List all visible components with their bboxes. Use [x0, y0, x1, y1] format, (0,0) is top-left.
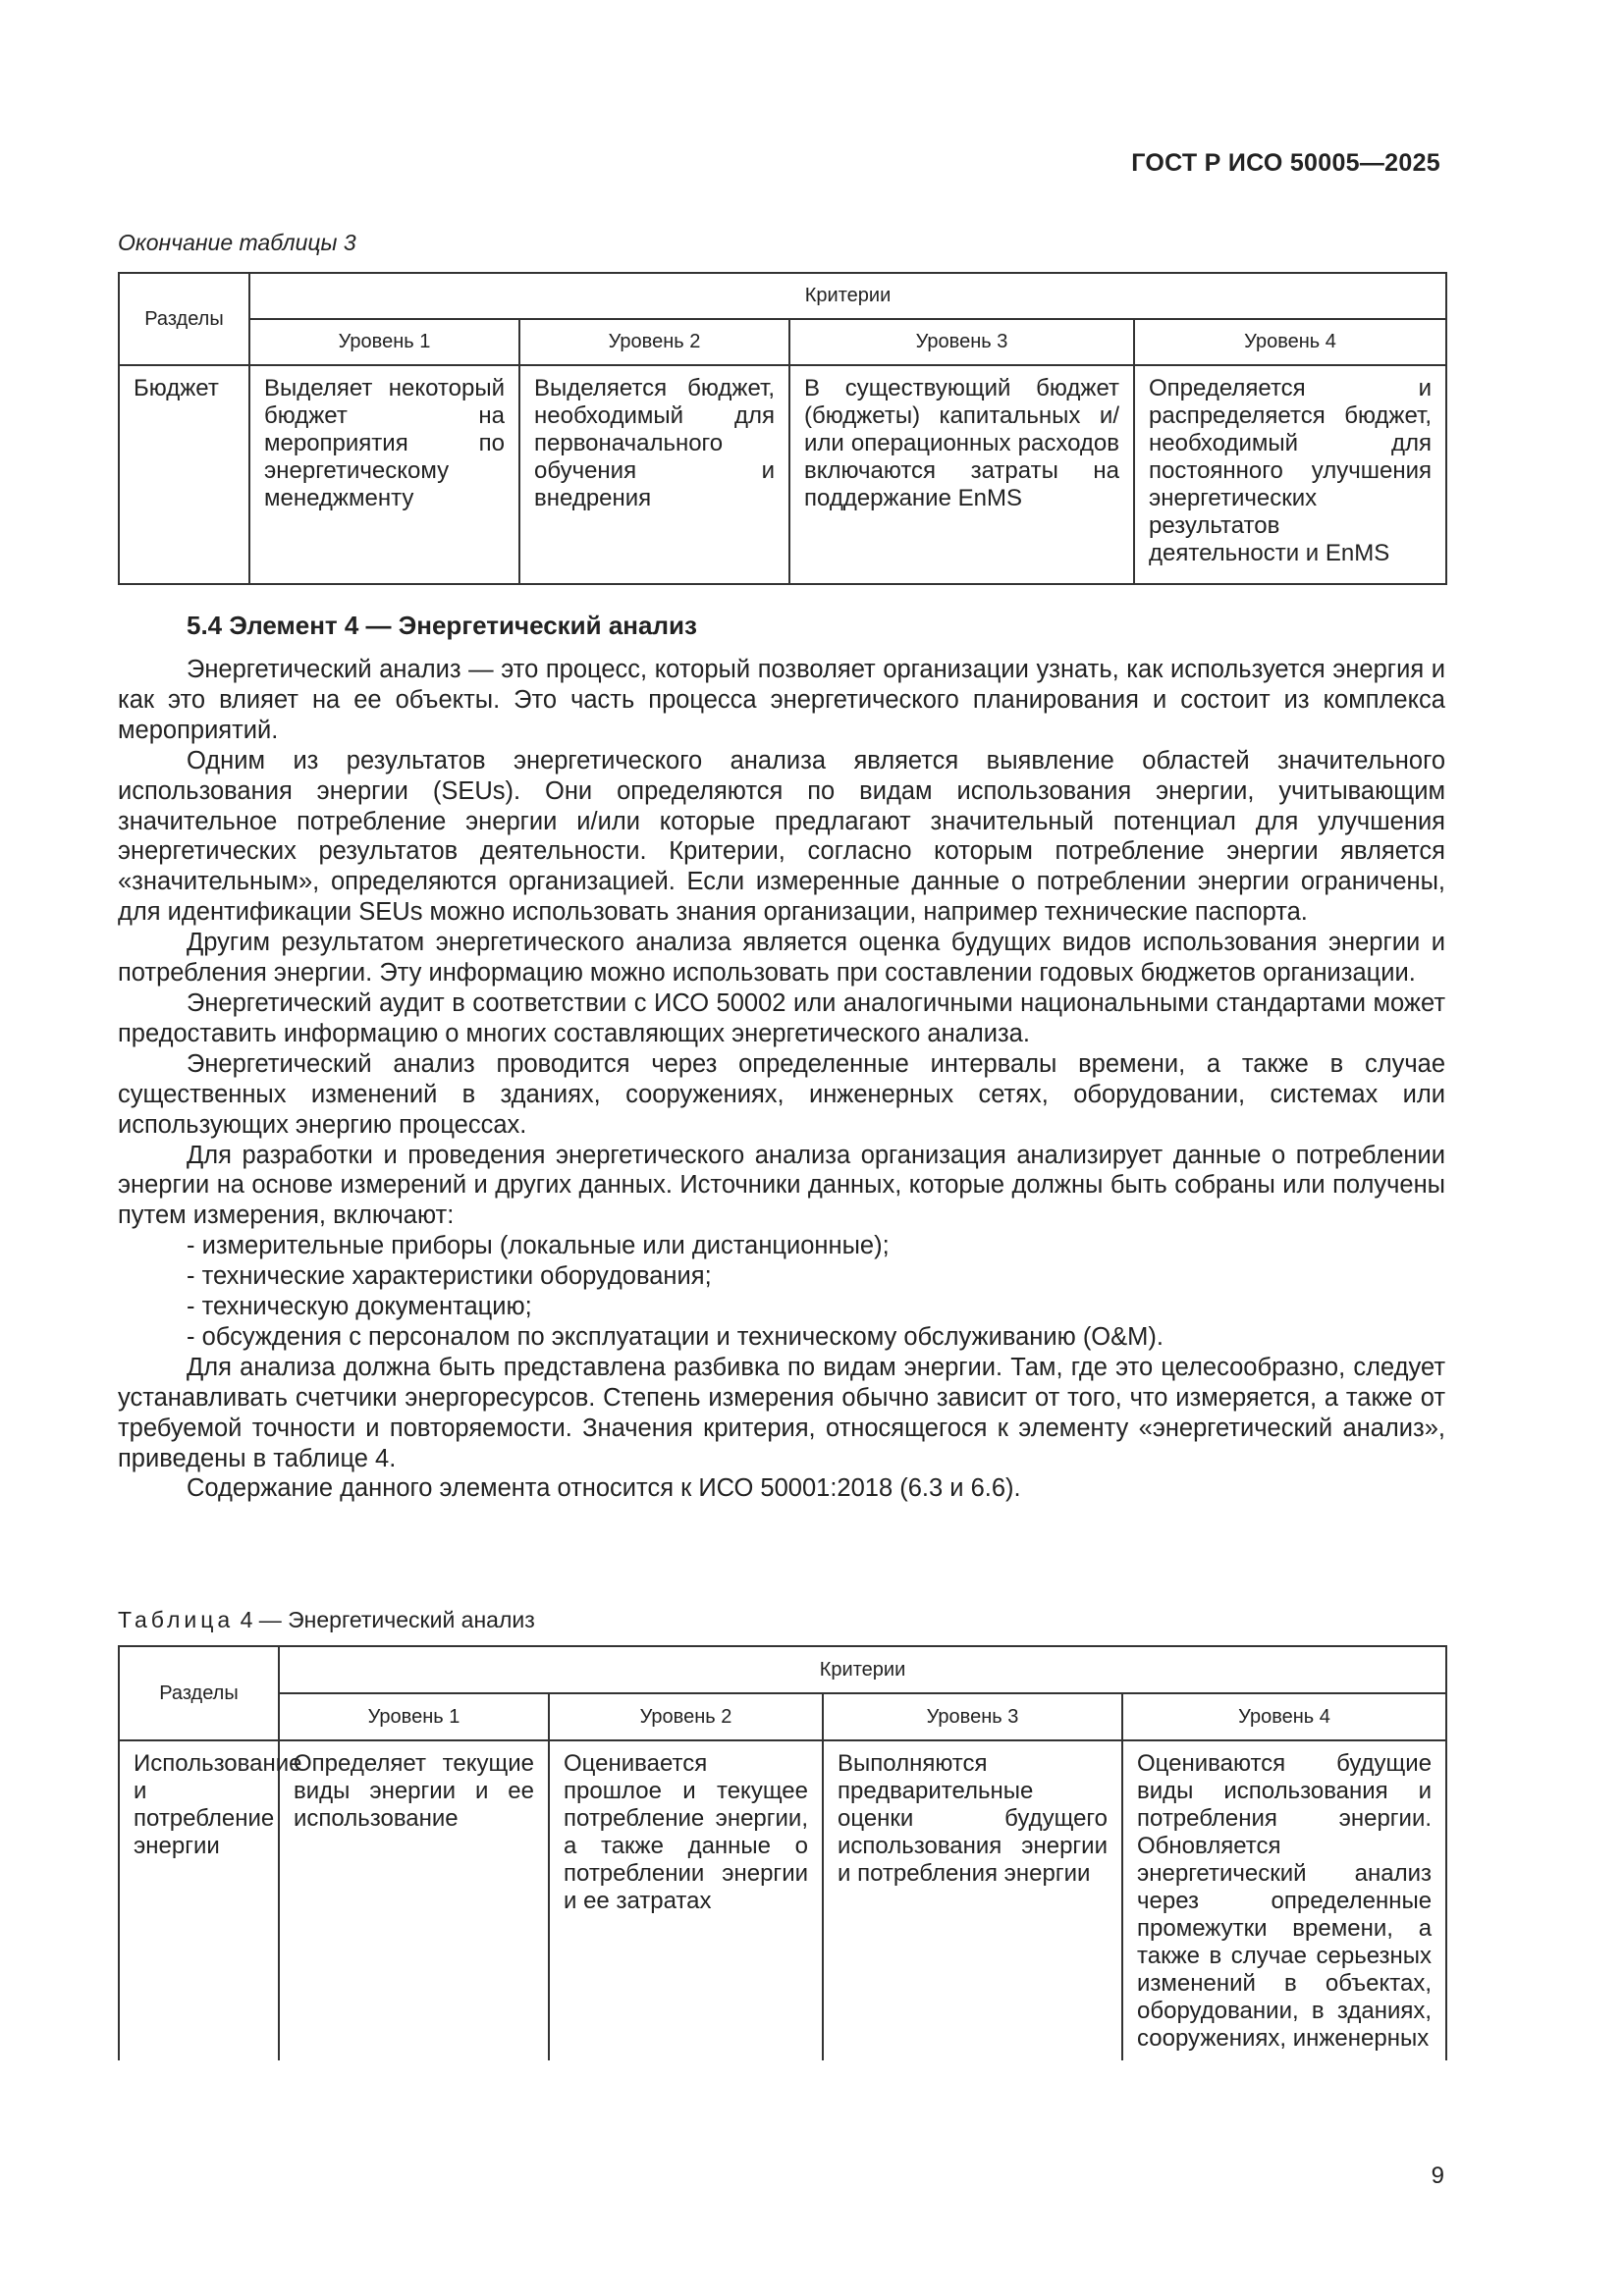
table3-header-sections: Разделы: [119, 273, 249, 365]
table4-header-sections: Разделы: [119, 1646, 279, 1740]
table4-level-1-cell: Определяет текущие виды энергии и ее использование: [279, 1740, 549, 2060]
data-sources-list: [118, 1231, 1445, 1353]
section-body: [118, 655, 1445, 1504]
paragraph: Энергетический анализ — это процесс, который позволяет организации узнать, как используется энергия и как это влияет на ее объекты. Это часть процесса энергетического планирования и состоит из комплекса мероприятий.: [118, 656, 1445, 744]
list-item: - технические характеристики оборудования;: [187, 1262, 712, 1291]
table3-header-level-1: Уровень 1: [249, 319, 519, 365]
table3-level-3-cell: В существующий бюджет (бюджеты) капитальных и/или операционных расходов включаются затраты на поддержание EnMS: [789, 365, 1134, 584]
table4-header-level-4: Уровень 4: [1122, 1693, 1446, 1740]
table3-header-level-2: Уровень 2: [519, 319, 789, 365]
table3-level-2-cell: Выделяется бюджет, необходимый для первоначального обучения и внедрения: [519, 365, 789, 584]
paragraph: Одним из результатов энергетического анализа является выявление областей значительного использования энергии (SEUs). Они определяются по видам использования энергии, учитывающим значительное потребление энергии и/или которые предлагают значительный потенциал для улучшения энергетических результатов деятельности. Критерии, согласно которым потребление энергии является «значительным», определяются организацией. Если измеренные данные о потреблении энергии ограничены, для идентификации SEUs можно использовать знания организации, например технические паспорта.: [118, 746, 1445, 927]
paragraph: Энергетический аудит в соответствии с ИСО 50002 или аналогичными национальными стандартами может предоставить информацию о многих составляющих энергетического анализа.: [118, 988, 1445, 1047]
table4-section-cell: Использование и потребление энергии: [119, 1740, 279, 2060]
table4-header-criteria: Критерии: [279, 1646, 1446, 1693]
paragraph: Для разработки и проведения энергетического анализа организация анализирует данные о потреблении энергии на основе измерений и других данных. Источники данных, которые должны быть собраны или получены путем измерения, включают:: [118, 1141, 1445, 1230]
paragraph: Другим результатом энергетического анализа является оценка будущих видов использования энергии и потребления энергии. Эту информацию можно использовать при составлении годовых бюджетов организации.: [118, 929, 1445, 988]
table3-header-level-4: Уровень 4: [1134, 319, 1446, 365]
paragraph: Содержание данного элемента относится к ИСО 50001:2018 (6.3 и 6.6).: [187, 1474, 1021, 1503]
table3-level-4-cell: Определяется и распределяется бюджет, необходимый для постоянного улучшения энергетических результатов деятельности и EnMS: [1134, 365, 1446, 584]
table4-header-level-3: Уровень 3: [823, 1693, 1122, 1740]
table-row: [119, 1740, 1446, 2060]
table4-level-2-cell: Оценивается прошлое и текущее потребление энергии, а также данные о потреблении энергии и ее затратах: [549, 1740, 823, 2060]
page-number: 9: [1431, 2163, 1444, 2189]
table-4: [118, 1645, 1447, 2060]
table3-header-level-3: Уровень 3: [789, 319, 1134, 365]
list-item: - измерительные приборы (локальные или дистанционные);: [187, 1232, 890, 1260]
table4-level-3-cell: Выполняются предварительные оценки будущего использования энергии и потребления энергии: [823, 1740, 1122, 2060]
table4-caption-title: 4 — Энергетический анализ: [234, 1607, 535, 1632]
table3-level-1-cell: Выделяет некоторый бюджет на мероприятия по энергетическому менеджменту: [249, 365, 519, 584]
table4-header-level-2: Уровень 2: [549, 1693, 823, 1740]
table3-header-criteria: Критерии: [249, 273, 1446, 319]
section-title: 5.4 Элемент 4 — Энергетический анализ: [187, 611, 697, 640]
table3-caption: Окончание таблицы 3: [118, 230, 356, 255]
table4-level-4-cell: Оцениваются будущие виды использования и потребления энергии. Обновляется энергетический анализ через определенные промежутки времени, а также в случае серьезных изменений в объектах, оборудовании, в зданиях, сооружениях, инженерных: [1122, 1740, 1446, 2060]
table-row: [119, 365, 1446, 584]
table4-caption: [118, 1607, 535, 1633]
table4-header-level-1: Уровень 1: [279, 1693, 549, 1740]
list-item: - обсуждения с персоналом по эксплуатации и техническому обслуживанию (O&M).: [187, 1322, 1164, 1351]
table-3: [118, 272, 1447, 585]
paragraph: Энергетический анализ проводится через определенные интервалы времени, а также в случае существенных изменений в зданиях, сооружениях, инженерных сетях, оборудовании, системах или использующих энергию процессах.: [118, 1049, 1445, 1139]
standard-header: ГОСТ Р ИСО 50005—2025: [1131, 149, 1440, 177]
list-item: - техническую документацию;: [187, 1293, 532, 1321]
table3-section-cell: Бюджет: [119, 365, 249, 584]
paragraph: Для анализа должна быть представлена разбивка по видам энергии. Там, где это целесообразно, следует устанавливать счетчики энергоресурсов. Степень измерения обычно зависит от того, что измеряется, а также от требуемой точности и повторяемости. Значения критерия, относящегося к элементу «энергетический анализ», приведены в таблице 4.: [118, 1353, 1445, 1472]
table4-caption-label: Таблица: [118, 1607, 235, 1632]
